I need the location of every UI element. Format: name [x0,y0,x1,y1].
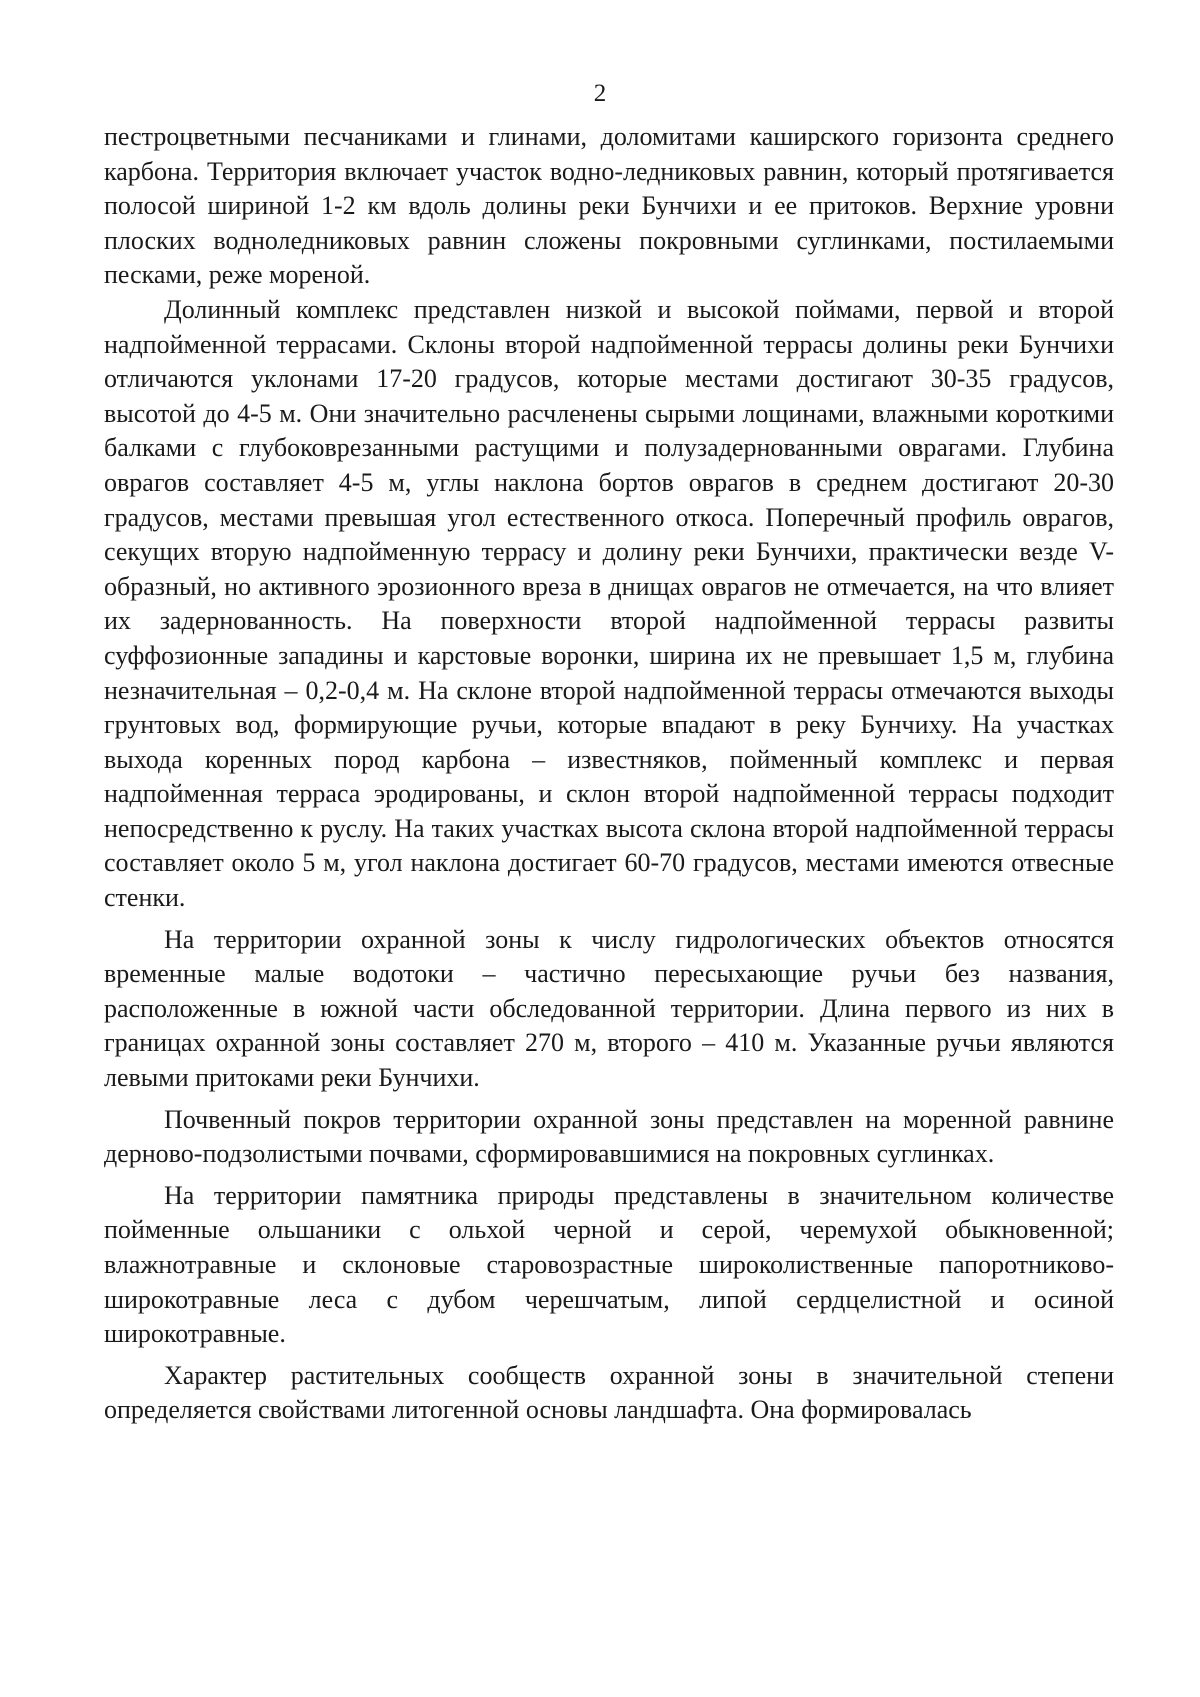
paragraph-geology-continued: пестроцветными песчаниками и глинами, доломитами каширского горизонта среднего карбона. Территория включает участок водно-ледниковых равнин, который протягивается полосой шириной 1-2 км вдоль долины реки Бунчихи и ее притоков. Верхние уровни плоских водноледниковых равнин сложены покровными суглинками, постилаемыми песками, реже мореной. [104,122,1114,290]
paragraph-valley-complex: Долинный комплекс представлен низкой и высокой поймами, первой и второй надпойменной террасами. Склоны второй надпойменной террасы долины реки Бунчихи отличаются уклонами 17-20 градусов, которые местами достигают 30-35 градусов, высотой до 4-5 м. Они значительно расчленены сырыми лощинами, влажными короткими балками с глубоковрезанными растущими и полузадернованными оврагами. Глубина оврагов составляет 4-5 м, углы наклона бортов оврагов в среднем достигают 20-30 градусов, местами превышая угол естественного откоса. Поперечный профиль оврагов, секущих вторую надпойменную террасу и долину реки Бунчихи, практически везде V-образный, но активного эрозионного вреза в днищах оврагов не отмечается, на что влияет их задернованность. На поверхности второй надпойменной террасы развиты суффозионные западины и карстовые воронки, ширина их не превышает 1,5 м, глубина незначительная – 0,2-0,4 м. На склоне второй надпойменной террасы отмечаются выходы грунтовых вод, формирующие ручьи, которые впадают в реку Бунчиху. На участках выхода коренных пород карбона – известняков, пойменный комплекс и первая надпойменная терраса эродированы, и склон второй надпойменной террасы подходит непосредственно к руслу. На таких участках высота склона второй надпойменной террасы составляет около 5 м, угол наклона достигает 60-70 градусов, местами имеются отвесные стенки. [104,294,1114,913]
paragraph-vegetation: На территории памятника природы представлены в значительном количестве пойменные ольшаники с ольхой черной и серой, черемухой обыкновенной; влажнотравные и склоновые старовозрастные широколиственные папоротниково-широкотравные леса с дубом черешчатым, липой сердцелистной и осиной широкотравные. [104,1180,1114,1349]
paragraph-soil-cover: Почвенный покров территории охранной зоны представлен на моренной равнине дерново-подзолистыми почвами, сформировавшимися на покровных суглинках. [104,1104,1114,1169]
paragraph-plant-communities: Характер растительных сообществ охранной зоны в значительной степени определяется свойствами литогенной основы ландшафта. Она формировалась [104,1360,1114,1425]
paragraph-hydrology: На территории охранной зоны к числу гидрологических объектов относятся временные малые водотоки – частично пересыхающие ручьи без названия, расположенные в южной части обследованной территории. Длина первого из них в границах охранной зоны составляет 270 м, второго – 410 м. Указанные ручьи являются левыми притоками реки Бунчихи. [104,924,1114,1093]
body-text [104,120,1114,1428]
page-number: 2 [593,80,607,107]
